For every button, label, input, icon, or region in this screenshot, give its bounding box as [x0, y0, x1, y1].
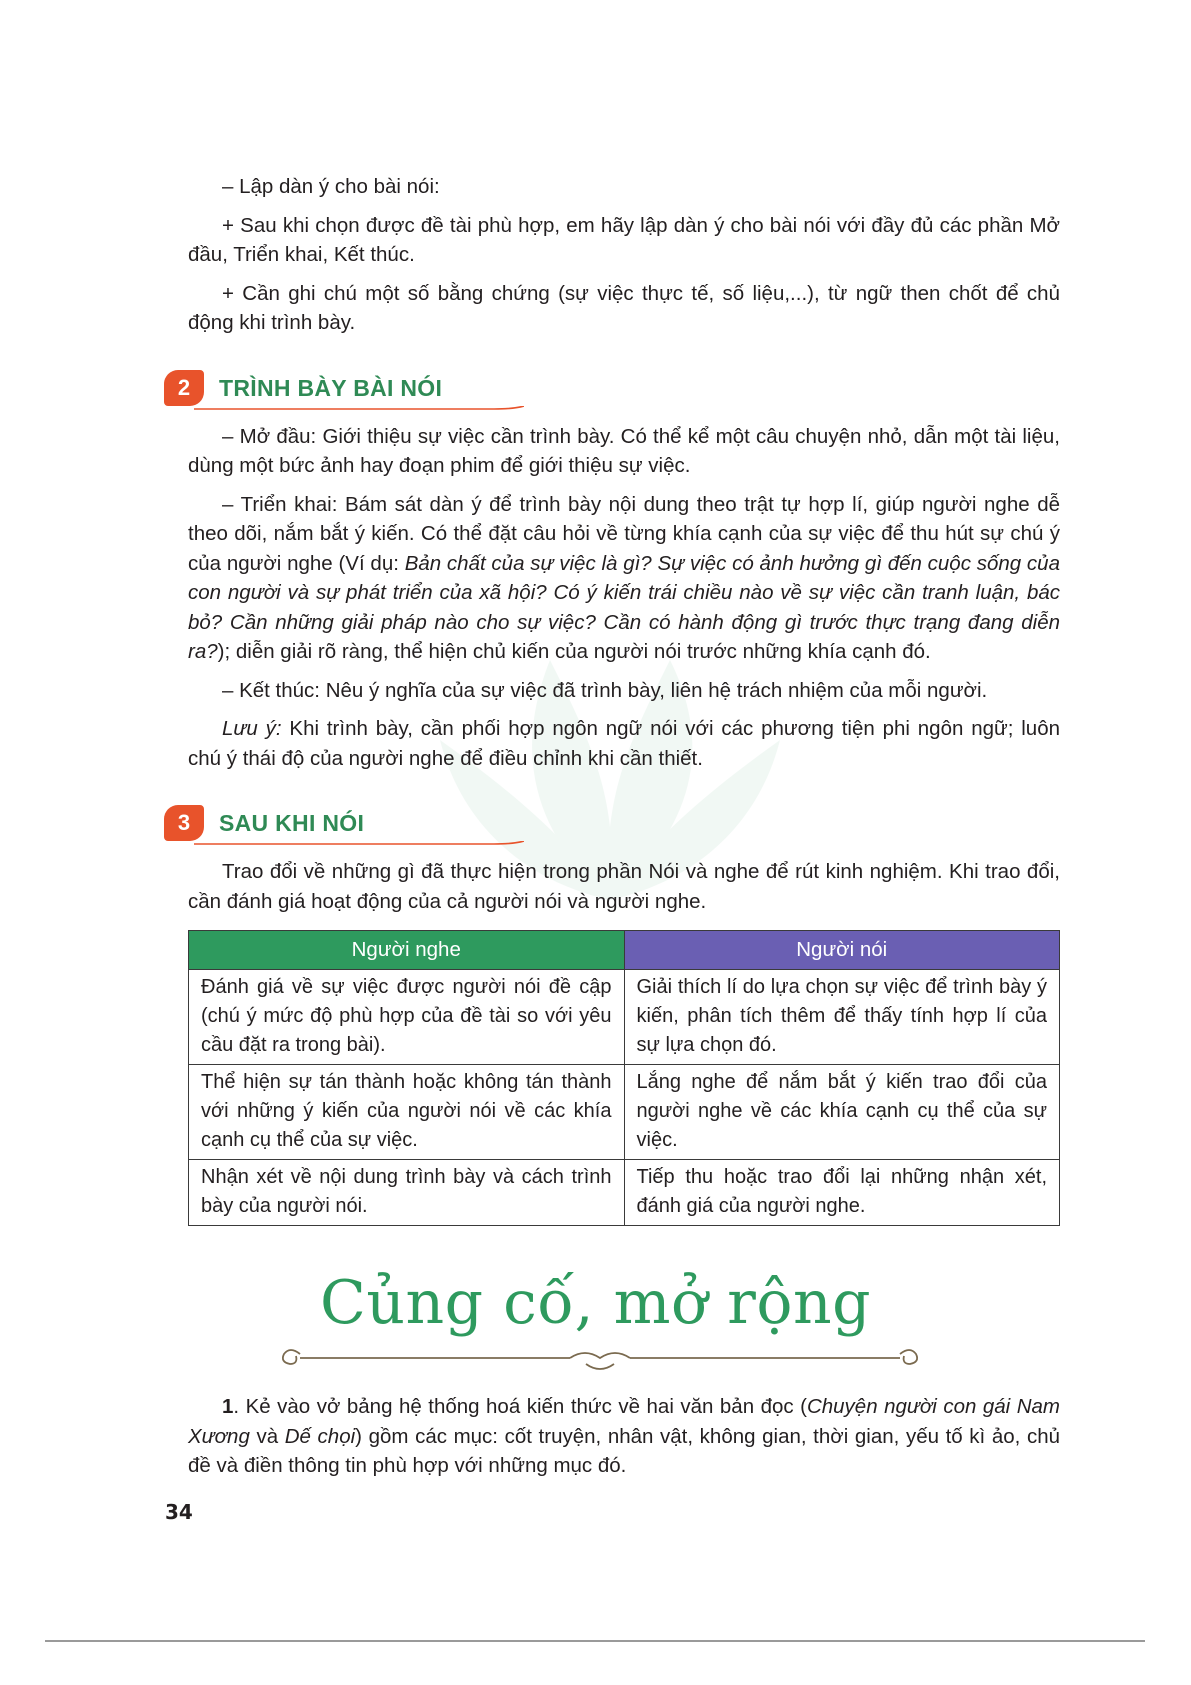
section-3-heading	[164, 799, 1060, 847]
body-text-start: – Triển khai: Bám sát dàn ý để trình bày nội dung theo trật tự hợp lí, giúp người nghe dễ theo dõi, nắm bắt ý kiến. Có thể đặt câu hỏi về từng khía cạnh của sự việc để thu hút sự chú ý của người nghe (Ví dụ:	[188, 492, 1060, 575]
main-content	[177, 172, 1061, 1226]
exercise-title-1: Chuyện người con gái Nam Xương	[188, 1395, 1060, 1448]
table-row	[189, 1065, 1060, 1160]
section-2-heading	[164, 364, 1060, 412]
outline-item-2: + Cần ghi chú một số bằng chứng (sự việc thực tế, số liệu,...), từ ngữ then chốt để chủ động khi trình bày.	[188, 281, 1060, 334]
section-2-title: TRÌNH BÀY BÀI NÓI	[219, 374, 443, 401]
note-text: Khi trình bày, cần phối hợp ngôn ngữ nói với các phương tiện phi ngôn ngữ; luôn chú ý thái độ của người nghe để điều chỉnh khi cần thiết.	[188, 717, 1061, 770]
section-2-badge: 2	[164, 370, 204, 406]
section-3-intro: Trao đổi về những gì đã thực hiện trong phần Nói và nghe để rút kinh nghiệm. Khi trao đổi, cần đánh giá hoạt động của cả người nói và người nghe.	[188, 860, 1060, 913]
section-3-badge: 3	[164, 805, 204, 841]
exercise-text-a: . Kẻ vào vở bảng hệ thống hoá kiến thức về hai văn bản đọc (	[233, 1395, 807, 1418]
exercise-title-2: Dế chọi	[284, 1424, 356, 1448]
table-header-row	[189, 931, 1060, 970]
header-speaker: Người nói	[624, 931, 1060, 970]
table-cell: Giải thích lí do lựa chọn sự việc để trình bày ý kiến, phân tích thêm để thấy tính hợp lí của sự lựa chọn đó.	[624, 970, 1060, 1065]
footer-divider	[45, 1640, 1145, 1642]
table-cell: Tiếp thu hoặc trao đổi lại những nhận xét, đánh giá của người nghe.	[624, 1160, 1060, 1226]
body-text-end: ); diễn giải rõ ràng, thể hiện chủ kiến của người nói trước những khía cạnh đó.	[217, 640, 931, 663]
table-row	[189, 1160, 1060, 1226]
table-cell: Thể hiện sự tán thành hoặc không tán thành với những ý kiến của người nói về các khía cạnh cụ thể của sự việc.	[189, 1065, 625, 1160]
table-cell: Đánh giá về sự việc được người nói đề cập (chú ý mức độ phù hợp của đề tài so với yêu cầu đặt ra trong bài).	[189, 970, 625, 1065]
section-underline-icon	[194, 841, 524, 847]
outline-intro: – Lập dàn ý cho bài nói:	[222, 175, 440, 198]
body-text-questions: Bản chất của sự việc là gì? Sự việc có ảnh hưởng gì đến cuộc sống của con người và sự phát triển của xã hội? Có ý kiến trái chiều nào về sự việc cần tranh luận, bác bỏ? Cần những giải pháp nào cho sự việc? Cần có hành động gì trước thực trạng đang diễn ra?	[188, 551, 1060, 663]
section-2-note	[188, 714, 1060, 773]
outline-item-1: + Sau khi chọn được đề tài phù hợp, em hãy lập dàn ý cho bài nói với đầy đủ các phần Mở đầu, Triển khai, Kết thúc.	[188, 213, 1060, 266]
consolidation-heading: Củng cố, mở rộng	[319, 1268, 872, 1338]
consolidation-heading-block	[0, 1268, 1191, 1378]
exercise-1	[188, 1392, 1060, 1481]
decorative-divider-icon	[280, 1340, 920, 1380]
table-cell: Lắng nghe để nắm bắt ý kiến trao đổi của người nghe về các khía cạnh cụ thể của sự việc.	[624, 1065, 1060, 1160]
section-2-opening: – Mở đầu: Giới thiệu sự việc cần trình bày. Có thể kể một câu chuyện nhỏ, dẫn một tài liệu, dùng một bức ảnh hay đoạn phim để giới thiệu sự việc.	[188, 424, 1060, 477]
section-underline-icon	[194, 406, 524, 412]
exercise-text-c: ) gồm các mục: cốt truyện, nhân vật, không gian, thời gian, yếu tố kì ảo, chủ đề và điền thông tin phù hợp với những mục đó.	[188, 1424, 1060, 1477]
table-row	[189, 970, 1060, 1065]
exercise-text-b: và	[249, 1424, 285, 1448]
page-number: 34	[165, 1500, 193, 1524]
exercise-block	[188, 1392, 1060, 1481]
table-cell: Nhận xét về nội dung trình bày và cách trình bày của người nói.	[189, 1160, 625, 1226]
comparison-table	[188, 930, 1060, 1226]
section-2-closing: – Kết thúc: Nêu ý nghĩa của sự việc đã trình bày, liên hệ trách nhiệm của mỗi người.	[222, 678, 988, 702]
header-listener: Người nghe	[189, 931, 625, 970]
section-2-body	[188, 490, 1060, 667]
section-3-title: SAU KHI NÓI	[219, 810, 365, 836]
exercise-number: 1	[222, 1395, 234, 1418]
note-label: Lưu ý:	[222, 717, 282, 740]
